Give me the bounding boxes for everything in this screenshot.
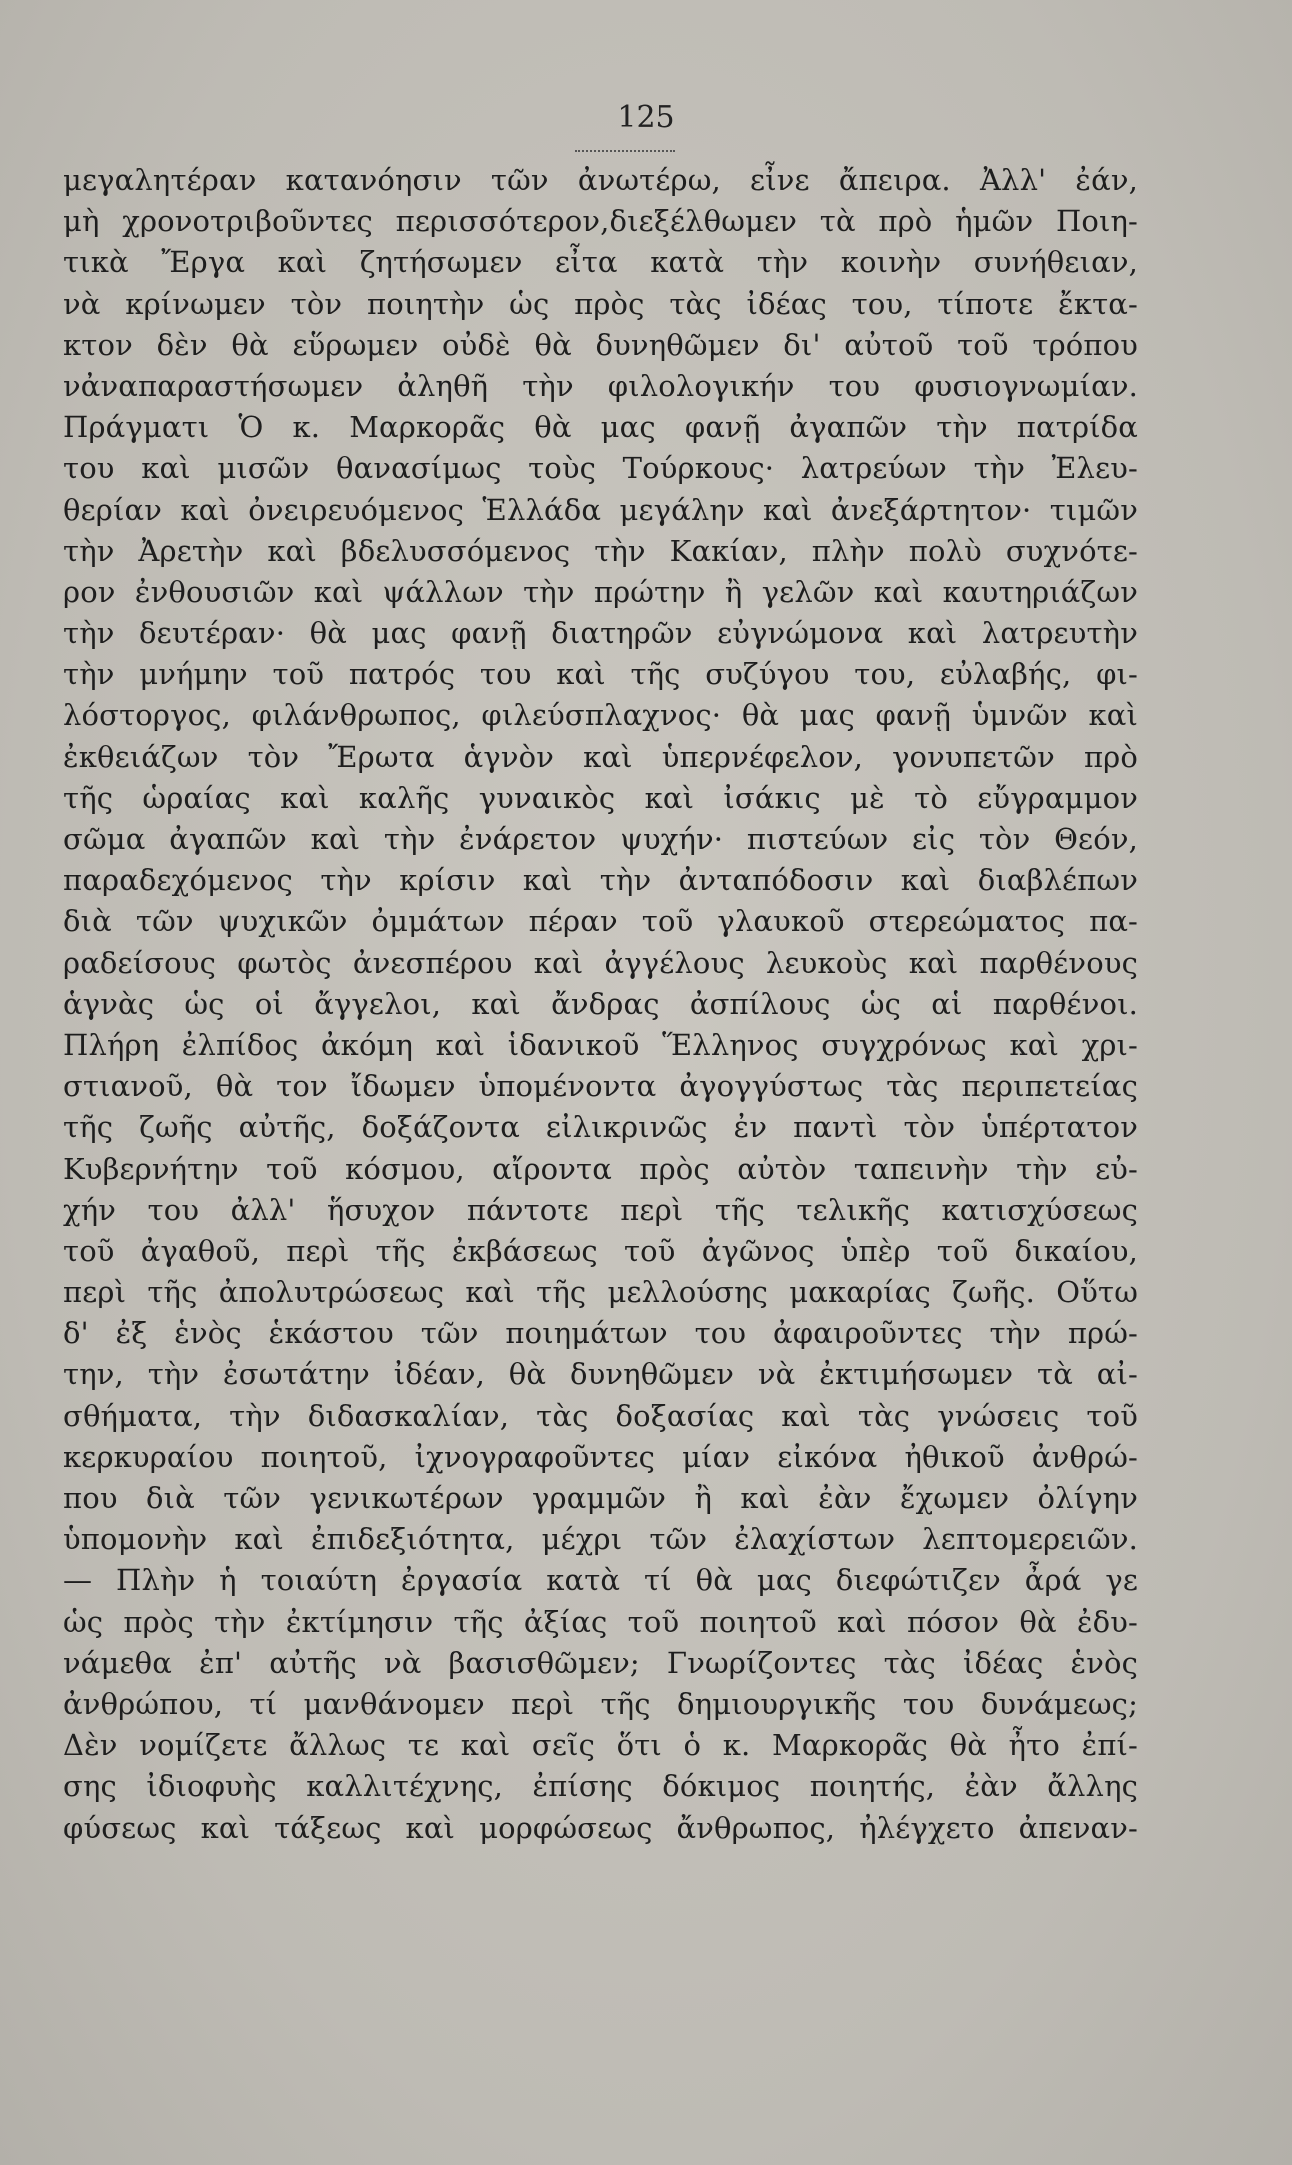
body-text bbox=[63, 160, 1138, 1849]
text-line: Πλήρη ἐλπίδος ἀκόμη καὶ ἱδανικοῦ Ἕλληνος συγχρόνως καὶ χρι- bbox=[63, 1027, 1138, 1062]
text-line: περὶ τῆς ἀπολυτρώσεως καὶ τῆς μελλούσης μακαρίας ζωῆς. Οὕτω bbox=[63, 1275, 1138, 1310]
text-line: σης ἰδιοφυὴς καλλιτέχνης, ἐπίσης δόκιμος ποιητής, ἐὰν ἄλλης bbox=[63, 1769, 1138, 1804]
text-line: μὴ χρονοτριβοῦντες περισσότερον,διεξέλθωμεν τὰ πρὸ ἡμῶν Ποιη- bbox=[63, 204, 1138, 239]
text-line: σῶμα ἀγαπῶν καὶ τὴν ἐνάρετον ψυχήν· πιστεύων εἰς τὸν Θεόν, bbox=[63, 822, 1138, 856]
text-line: παραδεχόμενος τὴν κρίσιν καὶ τὴν ἀνταπόδοσιν καὶ διαβλέπων bbox=[63, 863, 1138, 898]
text-line: θερίαν καὶ ὀνειρευόμενος Ἑλλάδα μεγάλην καὶ ἀνεξάρτητον· τιμῶν bbox=[63, 492, 1138, 527]
text-line: νἀναπαραστήσωμεν ἀληθῆ τὴν φιλολογικήν του φυσιογνωμίαν. bbox=[63, 368, 1138, 403]
text-line: τῆς ὡραίας καὶ καλῆς γυναικὸς καὶ ἰσάκις μὲ τὸ εὔγραμμον bbox=[63, 780, 1138, 815]
text-line: χήν του ἀλλ' ἥσυχον πάντοτε περὶ τῆς τελικῆς κατισχύσεως bbox=[63, 1192, 1138, 1227]
text-line: ὑπομονὴν καὶ ἐπιδεξιότητα, μέχρι τῶν ἐλαχίστων λεπτομερειῶν. bbox=[63, 1522, 1138, 1557]
text-line: κερκυραίου ποιητοῦ, ἰχνογραφοῦντες μίαν εἰκόνα ἠθικοῦ ἀνθρώ- bbox=[63, 1439, 1138, 1474]
text-line: νὰ κρίνωμεν τὸν ποιητὴν ὡς πρὸς τὰς ἰδέας του, τίποτε ἔκτα- bbox=[63, 286, 1138, 321]
text-line: τῆς ζωῆς αὐτῆς, δοξάζοντα εἰλικρινῶς ἐν παντὶ τὸν ὑπέρτατον bbox=[63, 1110, 1138, 1145]
text-line: ὡς πρὸς τὴν ἐκτίμησιν τῆς ἀξίας τοῦ ποιητοῦ καὶ πόσον θὰ ἐδυ- bbox=[63, 1604, 1138, 1639]
text-line: τὴν Ἀρετὴν καὶ βδελυσσόμενος τὴν Κακίαν, πλὴν πολὺ συχνότε- bbox=[63, 533, 1138, 568]
text-line: του καὶ μισῶν θανασίμως τοὺς Τούρκους· λατρεύων τὴν Ἐλευ- bbox=[63, 451, 1138, 486]
text-line: στιανοῦ, θὰ τον ἴδωμεν ὑπομένοντα ἀγογγύστως τὰς περιπετείας bbox=[63, 1069, 1138, 1104]
text-line: νάμεθα ἐπ' αὐτῆς νὰ βασισθῶμεν; Γνωρίζοντες τὰς ἰδέας ἑνὸς bbox=[63, 1645, 1138, 1680]
text-line: ἁγνὰς ὡς οἱ ἄγγελοι, καὶ ἄνδρας ἀσπίλους ὡς αἱ παρθένοι. bbox=[63, 986, 1138, 1021]
text-line: φύσεως καὶ τάξεως καὶ μορφώσεως ἄνθρωπος, ἠλέγχετο ἀπεναν- bbox=[63, 1810, 1138, 1845]
text-line: Κυβερνήτην τοῦ κόσμου, αἴροντα πρὸς αὐτὸν ταπεινὴν τὴν εὐ- bbox=[63, 1151, 1138, 1186]
text-line: Πράγματι Ὁ κ. Μαρκορᾶς θὰ μας φανῇ ἀγαπῶν τὴν πατρίδα bbox=[63, 410, 1138, 445]
text-line: ἀνθρώπου, τί μανθάνομεν περὶ τῆς δημιουργικῆς του δυνάμεως; bbox=[63, 1686, 1138, 1721]
text-line: μεγαλητέραν κατανόησιν τῶν ἀνωτέρω, εἶνε ἄπειρα. Ἀλλ' ἐάν, bbox=[63, 163, 1138, 197]
text-line: λόστοργος, φιλάνθρωπος, φιλεύσπλαχνος· θὰ μας φανῇ ὑμνῶν καὶ bbox=[63, 698, 1138, 733]
text-line: σθήματα, τὴν διδασκαλίαν, τὰς δοξασίας καὶ τὰς γνώσεις τοῦ bbox=[63, 1398, 1138, 1433]
text-line: τοῦ ἀγαθοῦ, περὶ τῆς ἐκβάσεως τοῦ ἀγῶνος ὑπὲρ τοῦ δικαίου, bbox=[63, 1233, 1138, 1268]
text-line: κτον δὲν θὰ εὕρωμεν οὐδὲ θὰ δυνηθῶμεν δι' αὐτοῦ τοῦ τρόπου bbox=[63, 327, 1138, 362]
page-number: 125 bbox=[617, 100, 675, 135]
text-line: τικὰ Ἔργα καὶ ζητήσωμεν εἶτα κατὰ τὴν κοινὴν συνήθειαν, bbox=[63, 245, 1138, 280]
text-line: που διὰ τῶν γενικωτέρων γραμμῶν ἢ καὶ ἐὰν ἔχωμεν ὀλίγην bbox=[63, 1481, 1138, 1515]
text-line: — Πλὴν ἡ τοιαύτη ἐργασία κατὰ τί θὰ μας διεφώτιζεν ἆρά γε bbox=[63, 1563, 1138, 1598]
page-number-rule bbox=[575, 150, 675, 152]
text-line: τὴν μνήμην τοῦ πατρός του καὶ τῆς συζύγου του, εὐλαβής, φι- bbox=[63, 657, 1138, 692]
text-line: διὰ τῶν ψυχικῶν ὀμμάτων πέραν τοῦ γλαυκοῦ στερεώματος πα- bbox=[63, 904, 1138, 939]
text-line: ἐκθειάζων τὸν Ἔρωτα ἁγνὸν καὶ ὑπερνέφελον, γονυπετῶν πρὸ bbox=[63, 739, 1138, 774]
text-line: την, τὴν ἐσωτάτην ἰδέαν, θὰ δυνηθῶμεν νὰ ἐκτιμήσωμεν τὰ αἰ- bbox=[63, 1357, 1138, 1392]
text-line: ρον ἐνθουσιῶν καὶ ψάλλων τὴν πρώτην ἢ γελῶν καὶ καυτηριάζων bbox=[63, 574, 1138, 609]
text-line: Δὲν νομίζετε ἄλλως τε καὶ σεῖς ὅτι ὁ κ. Μαρκορᾶς θὰ ἦτο ἐπί- bbox=[63, 1728, 1138, 1763]
text-line: ραδείσους φωτὸς ἀνεσπέρου καὶ ἀγγέλους λευκοὺς καὶ παρθένους bbox=[63, 945, 1138, 980]
text-line: τὴν δευτέραν· θὰ μας φανῇ διατηρῶν εὐγνώμονα καὶ λατρευτὴν bbox=[63, 616, 1138, 651]
text-line: δ' ἐξ ἑνὸς ἑκάστου τῶν ποιημάτων του ἀφαιροῦντες τὴν πρώ- bbox=[63, 1316, 1138, 1351]
